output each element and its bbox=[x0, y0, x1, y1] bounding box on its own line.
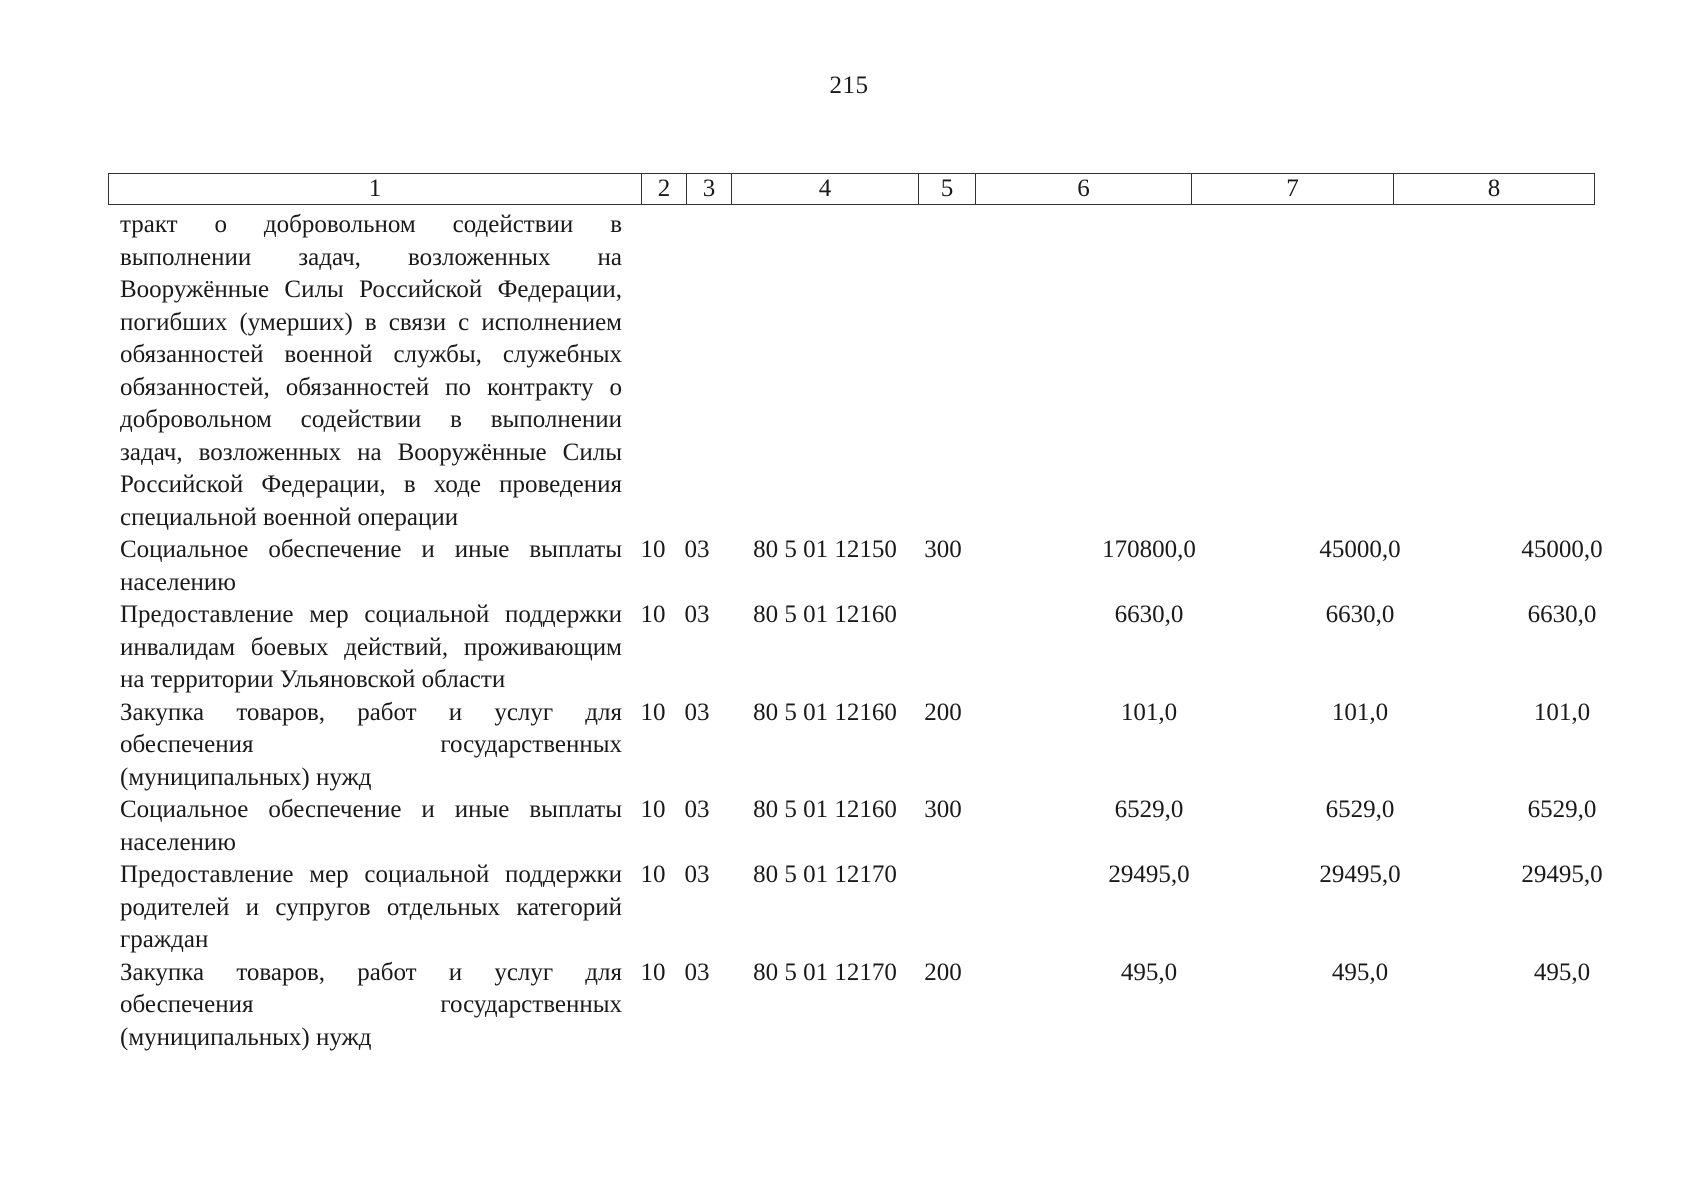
amount-col-8: 6529,0 bbox=[1527, 796, 1597, 823]
section-code: 10 bbox=[640, 796, 666, 823]
target-article-code: 80 5 01 12170 bbox=[753, 861, 897, 888]
amount-col-6: 6630,0 bbox=[1114, 601, 1184, 628]
amount-col-6: 6529,0 bbox=[1114, 796, 1184, 823]
row-description: тракт о добровольном содействии в выполнении задач, возложенных на Вооружённые Силы Российской Федерации, погибших (умерших) в связи с исполнением обязанностей военной службы, служебных обязанностей, обязанностей по контракту о добровольном содействии в выполнении задач, возложенных на Вооружённые Силы Российской Федерации, в ходе проведения специальной военной операции bbox=[120, 211, 622, 531]
amount-col-7: 495,0 bbox=[1331, 958, 1389, 986]
amount-col-7: 29495,0 bbox=[1319, 861, 1401, 888]
header-row bbox=[109, 174, 1595, 205]
table-row bbox=[108, 697, 1591, 795]
section-code: 10 bbox=[640, 601, 666, 628]
amount-col-6: 495,0 bbox=[1120, 958, 1178, 986]
target-article-code: 80 5 01 12160 bbox=[753, 698, 897, 726]
column-header-table bbox=[108, 173, 1595, 205]
row-description: Предоставление мер социальной поддержки родителей и супругов отдельных категорий граждан bbox=[120, 861, 622, 953]
subsection-code: 03 bbox=[684, 958, 710, 986]
amount-col-8: 101,0 bbox=[1533, 698, 1591, 726]
expense-type-code: 200 bbox=[924, 698, 962, 726]
target-article-code: 80 5 01 12160 bbox=[753, 796, 897, 823]
row-description: Предоставление мер социальной поддержки инвалидам боевых действий, проживающим на территории Ульяновской области bbox=[120, 601, 622, 693]
row-description: Закупка товаров, работ и услуг для обеспечения государственных (муниципальных) нужд bbox=[120, 958, 622, 1051]
subsection-code: 03 bbox=[684, 536, 710, 563]
table-row bbox=[108, 599, 1597, 697]
subsection-code: 03 bbox=[684, 861, 710, 888]
expense-type-code: 200 bbox=[924, 958, 962, 986]
table-row bbox=[108, 794, 1597, 859]
amount-col-6: 29495,0 bbox=[1108, 861, 1190, 888]
row-description: Закупка товаров, работ и услуг для обеспечения государственных (муниципальных) нужд bbox=[120, 698, 622, 791]
header-cell-2: 2 bbox=[642, 174, 687, 205]
header-cell-7: 7 bbox=[1192, 174, 1394, 205]
amount-col-8: 45000,0 bbox=[1521, 536, 1603, 563]
header-cell-5: 5 bbox=[919, 174, 976, 205]
header-cell-8: 8 bbox=[1394, 174, 1595, 205]
amount-col-8: 495,0 bbox=[1533, 958, 1591, 986]
amount-col-6: 101,0 bbox=[1120, 698, 1178, 726]
header-cell-6: 6 bbox=[976, 174, 1192, 205]
amount-col-8: 6630,0 bbox=[1527, 601, 1597, 628]
header-cell-3: 3 bbox=[687, 174, 732, 205]
amount-col-7: 101,0 bbox=[1331, 698, 1389, 726]
section-code: 10 bbox=[640, 698, 666, 726]
target-article-code: 80 5 01 12160 bbox=[753, 601, 897, 628]
page-number: 215 bbox=[829, 72, 869, 99]
subsection-code: 03 bbox=[684, 698, 710, 726]
subsection-code: 03 bbox=[684, 601, 710, 628]
expense-type-code: 300 bbox=[924, 796, 962, 823]
table-row bbox=[108, 534, 1603, 599]
header-cell-4: 4 bbox=[732, 174, 919, 205]
header-cell-1: 1 bbox=[109, 174, 642, 205]
target-article-code: 80 5 01 12150 bbox=[753, 536, 897, 563]
target-article-code: 80 5 01 12170 bbox=[753, 958, 897, 986]
table-row bbox=[108, 859, 1603, 957]
table-row bbox=[108, 957, 1591, 1055]
table-row bbox=[108, 209, 1588, 534]
amount-col-8: 29495,0 bbox=[1521, 861, 1603, 888]
section-code: 10 bbox=[640, 536, 666, 563]
amount-col-6: 170800,0 bbox=[1102, 536, 1196, 563]
section-code: 10 bbox=[640, 958, 666, 986]
row-description: Социальное обеспечение и иные выплаты населению bbox=[120, 796, 622, 856]
expense-type-code: 300 bbox=[924, 536, 962, 563]
subsection-code: 03 bbox=[684, 796, 710, 823]
section-code: 10 bbox=[640, 861, 666, 888]
amount-col-7: 45000,0 bbox=[1319, 536, 1401, 563]
amount-col-7: 6529,0 bbox=[1325, 796, 1395, 823]
amount-col-7: 6630,0 bbox=[1325, 601, 1395, 628]
row-description: Социальное обеспечение и иные выплаты населению bbox=[120, 536, 622, 596]
table-body bbox=[108, 209, 1603, 1054]
